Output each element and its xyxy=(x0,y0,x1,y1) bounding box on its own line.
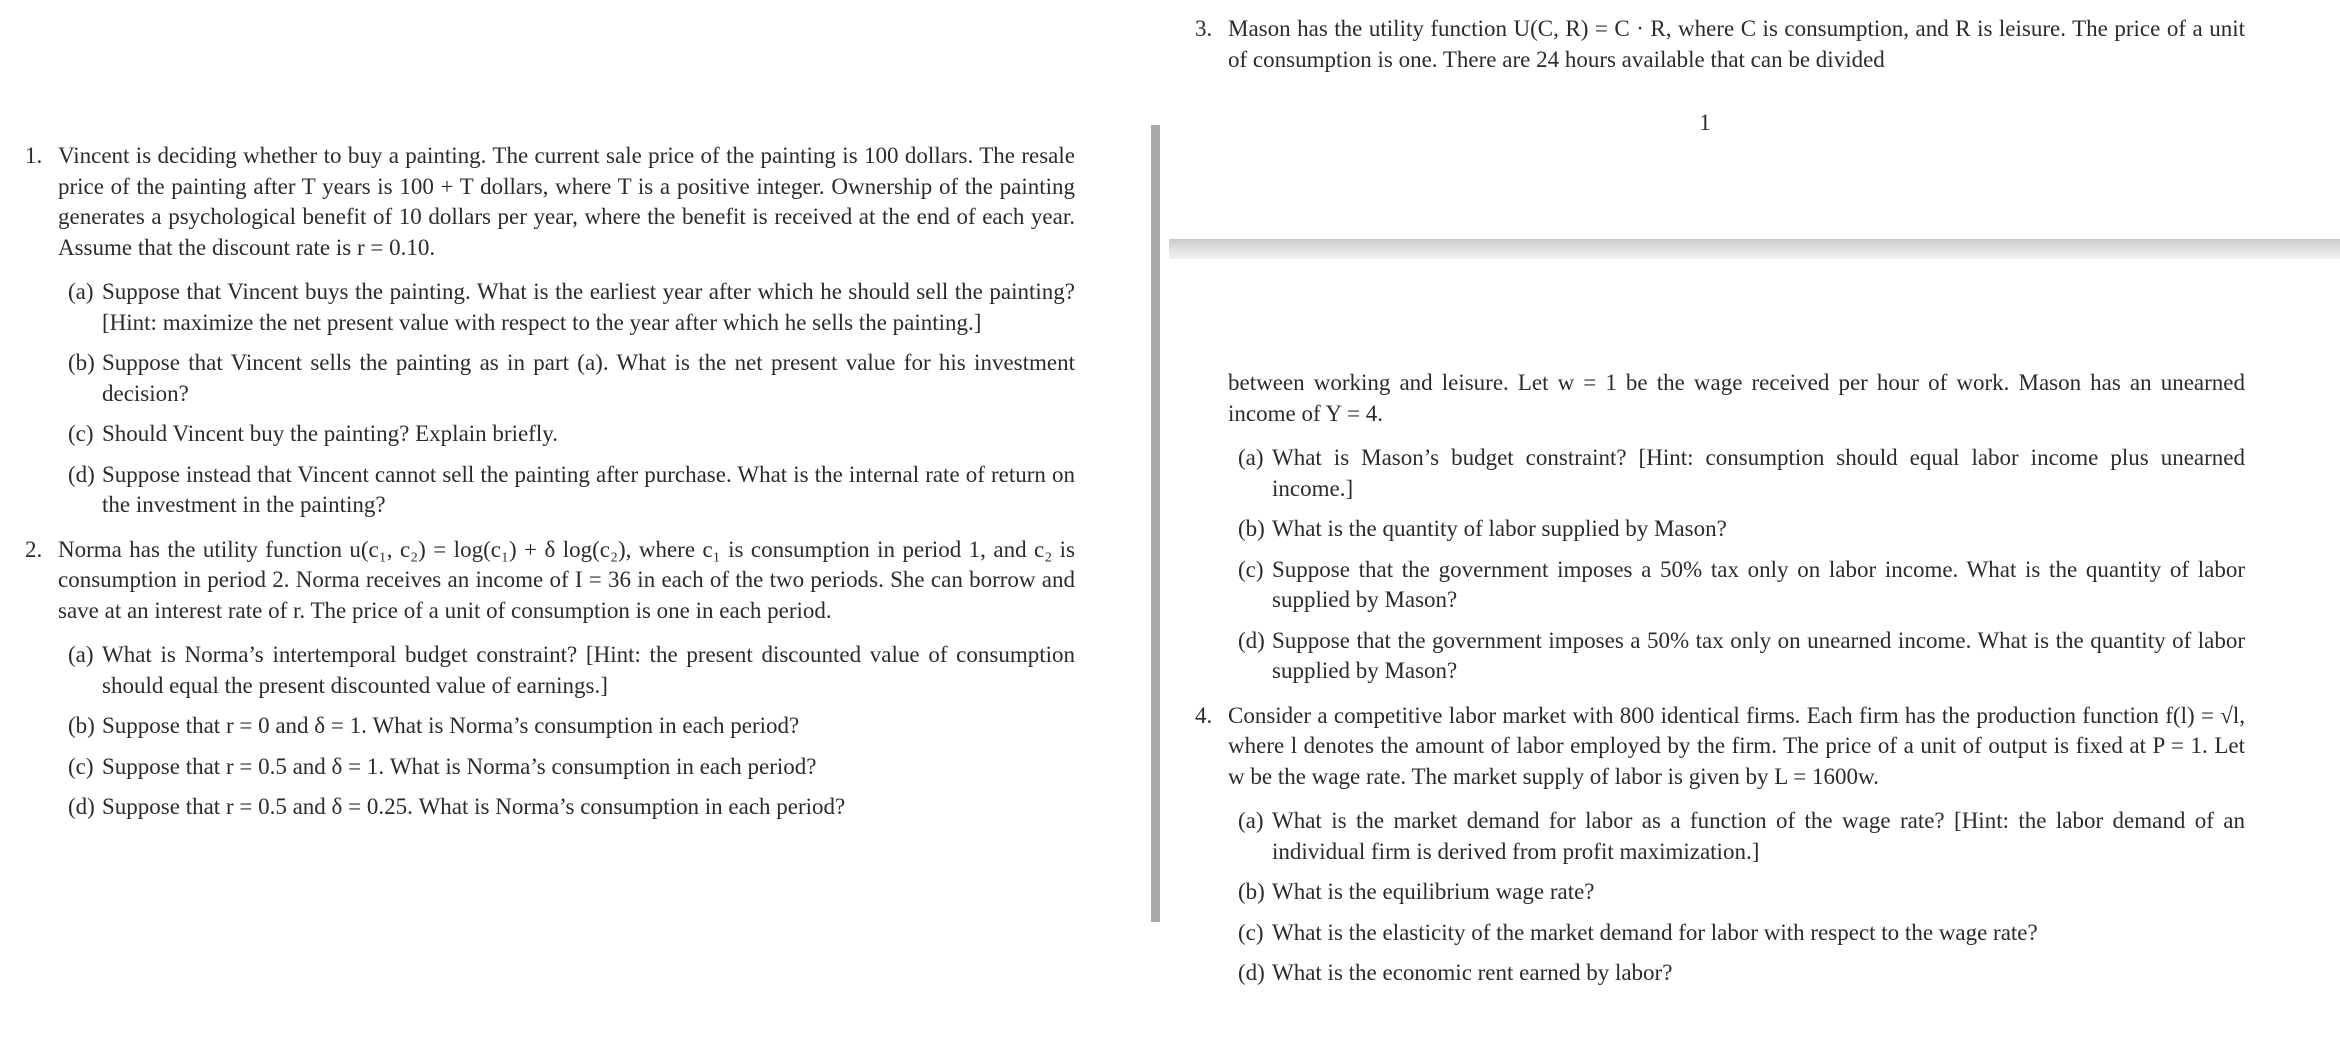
problem-4 xyxy=(1195,701,2245,793)
problem-2-part-d xyxy=(58,792,1075,823)
problem-4-part-d xyxy=(1228,958,2245,989)
part-text: Suppose that Vincent sells the painting as in part (a). What is the net present value for his investment decision? xyxy=(102,350,1075,406)
problem-1-number: 1. xyxy=(25,143,43,168)
part-label: (b) xyxy=(68,350,95,375)
part-text: Suppose that the government imposes a 50% tax only on labor income. What is the quantity of labor supplied by Mason? xyxy=(1272,556,2245,612)
page-number: 1 xyxy=(1699,110,1711,135)
part-label: (a) xyxy=(68,279,94,304)
part-text: What is the elasticity of the market demand for labor with respect to the wage rate? xyxy=(1272,919,2038,945)
part-label: (d) xyxy=(68,461,95,487)
problem-1 xyxy=(25,141,1075,263)
problem-3-part-c xyxy=(1228,555,2245,616)
part-text: Suppose instead that Vincent cannot sell the painting after purchase. What is the internal rate of return on the investment in the painting? xyxy=(102,461,1075,517)
part-label: (c) xyxy=(68,753,94,779)
left-page xyxy=(25,141,1075,833)
problem-3-part-a xyxy=(1228,443,2245,504)
problem-2-parts xyxy=(25,640,1075,823)
problem-2-part-a xyxy=(58,640,1075,701)
part-label: (a) xyxy=(1238,808,1264,833)
right-page-bottom xyxy=(1195,368,2245,999)
part-text: What is the economic rent earned by labor? xyxy=(1272,960,1673,985)
part-text: What is the market demand for labor as a function of the wage rate? [Hint: the labor demand of an individual firm is derived from profit maximization.] xyxy=(1272,808,2245,864)
page-divider-scrollbar[interactable] xyxy=(1151,125,1160,922)
problem-1-parts xyxy=(25,277,1075,521)
problem-4-part-a xyxy=(1228,806,2245,867)
problem-2-part-c xyxy=(58,752,1075,783)
part-text: Suppose that Vincent buys the painting. What is the earliest year after which he should sell the painting? [Hint: maximize the net present value with respect to the year after which he sells the painting.] xyxy=(102,279,1075,335)
problem-3-parts xyxy=(1195,443,2245,687)
part-text: Suppose that the government imposes a 50% tax only on unearned income. What is the quantity of labor supplied by Mason? xyxy=(1272,627,2245,683)
problem-4-number: 4. xyxy=(1195,702,1213,728)
problem-4-part-b xyxy=(1228,877,2245,908)
problem-1-part-c xyxy=(58,419,1075,450)
part-text: What is the equilibrium wage rate? xyxy=(1272,879,1595,904)
part-label: (d) xyxy=(1238,960,1265,985)
problem-3-continued: between working and leisure. Let w = 1 be the wage received per hour of work. Mason has an unearned income of Y = 4. xyxy=(1228,370,2245,426)
problem-2 xyxy=(25,535,1075,627)
problem-4-part-c xyxy=(1228,918,2245,949)
part-text: What is the quantity of labor supplied by Mason? xyxy=(1272,516,1727,541)
part-text: Should Vincent buy the painting? Explain briefly. xyxy=(102,421,558,446)
part-text: What is Norma’s intertemporal budget constraint? [Hint: the present discounted value of consumption should equal the present discounted value of earnings.] xyxy=(102,642,1075,698)
page-break xyxy=(1169,239,2340,259)
part-text: Suppose that r = 0.5 and δ = 1. What is Norma’s consumption in each period? xyxy=(102,753,817,779)
problem-1-part-a xyxy=(58,277,1075,338)
part-label: (c) xyxy=(1238,919,1264,945)
problem-4-text: Consider a competitive labor market with 800 identical firms. Each firm has the production function f(l) = √l, where l denotes the amount of labor employed by the firm. The price of a unit of output is fixed at P = 1. Let w be the wage rate. The market supply of labor is given by L = 1600w. xyxy=(1228,702,2245,789)
part-text: What is Mason’s budget constraint? [Hint: consumption should equal labor income plus unearned income.] xyxy=(1272,445,2245,501)
problem-3-part-d xyxy=(1228,626,2245,687)
part-text: Suppose that r = 0 and δ = 1. What is Norma’s consumption in each period? xyxy=(102,713,800,738)
part-label: (b) xyxy=(1238,879,1265,904)
part-text: Suppose that r = 0.5 and δ = 0.25. What is Norma’s consumption in each period? xyxy=(102,794,846,819)
problem-3-part-b xyxy=(1228,514,2245,545)
problem-1-text: Vincent is deciding whether to buy a painting. The current sale price of the painting is 100 dollars. The resale price of the painting after T years is 100 + T dollars, where T is a positive integer. Ownership of the painting generates a psychological benefit of 10 dollars per year, where the benefit is received at the end of each year. Assume that the discount rate is r = 0.10. xyxy=(58,143,1075,260)
right-page-top xyxy=(1195,14,2245,75)
problem-2-number: 2. xyxy=(25,536,43,562)
part-label: (c) xyxy=(68,421,94,446)
problem-3-number: 3. xyxy=(1195,16,1213,41)
problem-1-part-d xyxy=(58,460,1075,521)
part-label: (a) xyxy=(1238,445,1264,470)
problem-2-part-b xyxy=(58,711,1075,742)
problem-4-parts xyxy=(1195,806,2245,989)
part-label: (d) xyxy=(68,794,95,819)
problem-1-part-b xyxy=(58,348,1075,409)
problem-3 xyxy=(1195,14,2245,75)
part-label: (a) xyxy=(68,642,94,667)
part-label: (b) xyxy=(68,713,95,738)
problem-3-text: Mason has the utility function U(C, R) = C · R, where C is consumption, and R is leisure. The price of a unit of consumption is one. There are 24 hours available that can be divided xyxy=(1228,16,2245,72)
part-label: (c) xyxy=(1238,556,1264,582)
part-label: (b) xyxy=(1238,516,1265,541)
problem-2-text: Norma has the utility function u(c₁, c₂) = log(c₁) + δ log(c₂), where c₁ is consumption in period 1, and c₂ is consumption in period 2. Norma receives an income of I = 36 in each of the two periods. She can borrow and save at an interest rate of r. The price of a unit of consumption is one in each period. xyxy=(58,536,1075,623)
part-label: (d) xyxy=(1238,627,1265,653)
